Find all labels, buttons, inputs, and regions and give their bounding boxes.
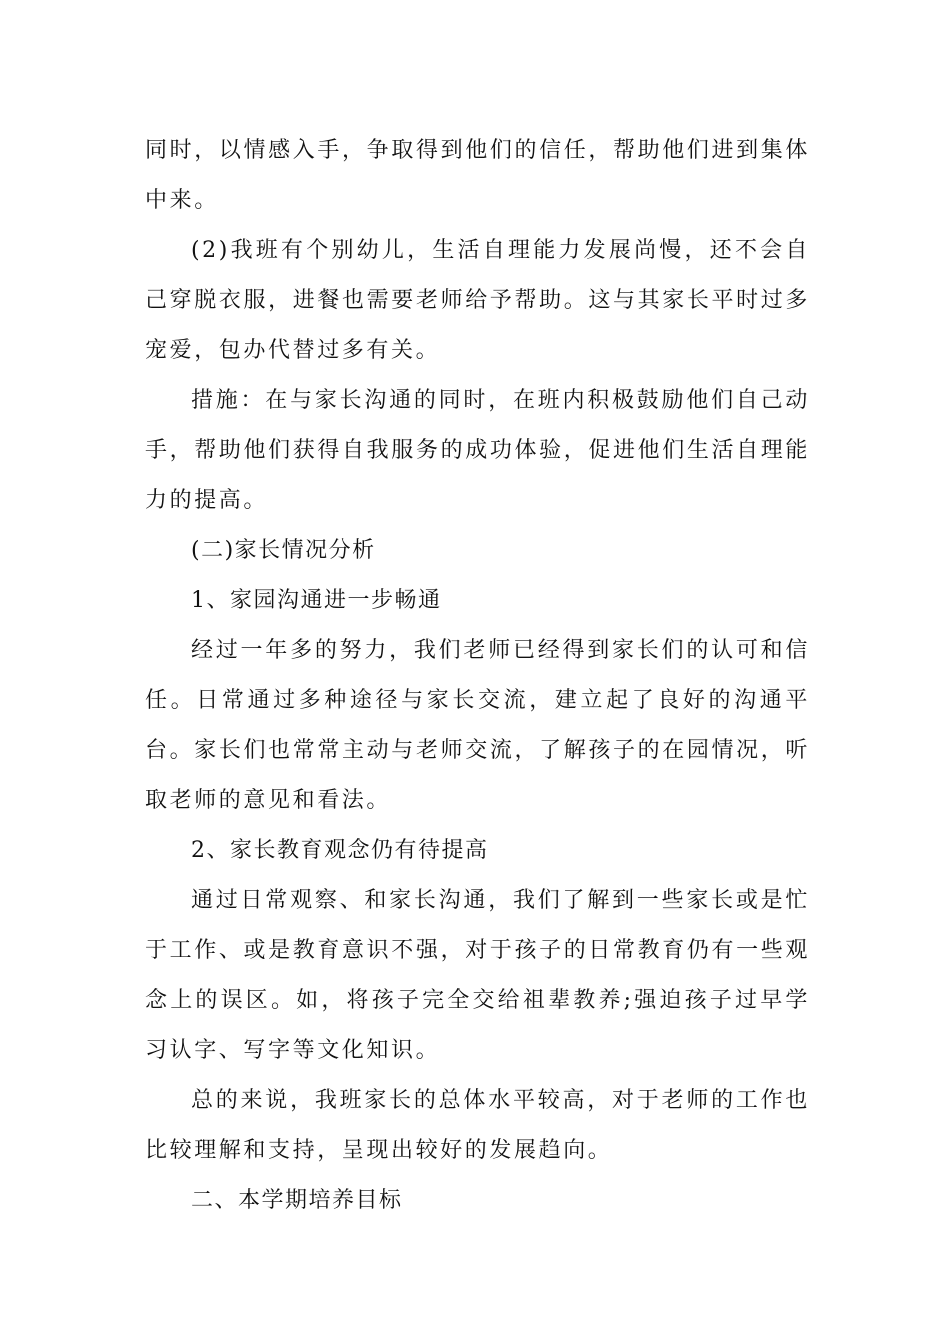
paragraph-summary: 总的来说，我班家长的总体水平较高，对于老师的工作也比较理解和支持，呈现出较好的发展趋向。 [145, 1088, 810, 1163]
paragraph-measures: 措施：在与家长沟通的同时，在班内积极鼓励他们自己动手，帮助他们获得自我服务的成功体验，促进他们生活自理能力的提高。 [145, 388, 810, 513]
paragraph-communication: 经过一年多的努力，我们老师已经得到家长们的认可和信任。日常通过多种途径与家长交流，建立起了良好的沟通平台。家长们也常常主动与老师交流，了解孩子的在园情况，听取老师的意见和看法。 [145, 638, 810, 813]
paragraph-education-concepts: 通过日常观察、和家长沟通，我们了解到一些家长或是忙于工作、或是教育意识不强，对于孩子的日常教育仍有一些观念上的误区。如，将孩子完全交给祖辈教养;强迫孩子过早学习认字、写字等文化知识。 [145, 888, 810, 1063]
document-body [145, 126, 810, 1226]
subheading-communication: 1、家园沟通进一步畅通 [191, 588, 442, 613]
section-heading-parent-analysis: (二)家长情况分析 [191, 538, 376, 563]
paragraph-self-care-issue: (2)我班有个别幼儿，生活自理能力发展尚慢，还不会自己穿脱衣服，进餐也需要老师给予帮助。这与其家长平时过多宠爱，包办代替过多有关。 [145, 238, 810, 363]
subheading-education-concepts: 2、家长教育观念仍有待提高 [191, 838, 489, 863]
paragraph-continuation: 同时，以情感入手，争取得到他们的信任，帮助他们进到集体中来。 [145, 138, 810, 213]
section-heading-goals: 二、本学期培养目标 [191, 1188, 403, 1213]
